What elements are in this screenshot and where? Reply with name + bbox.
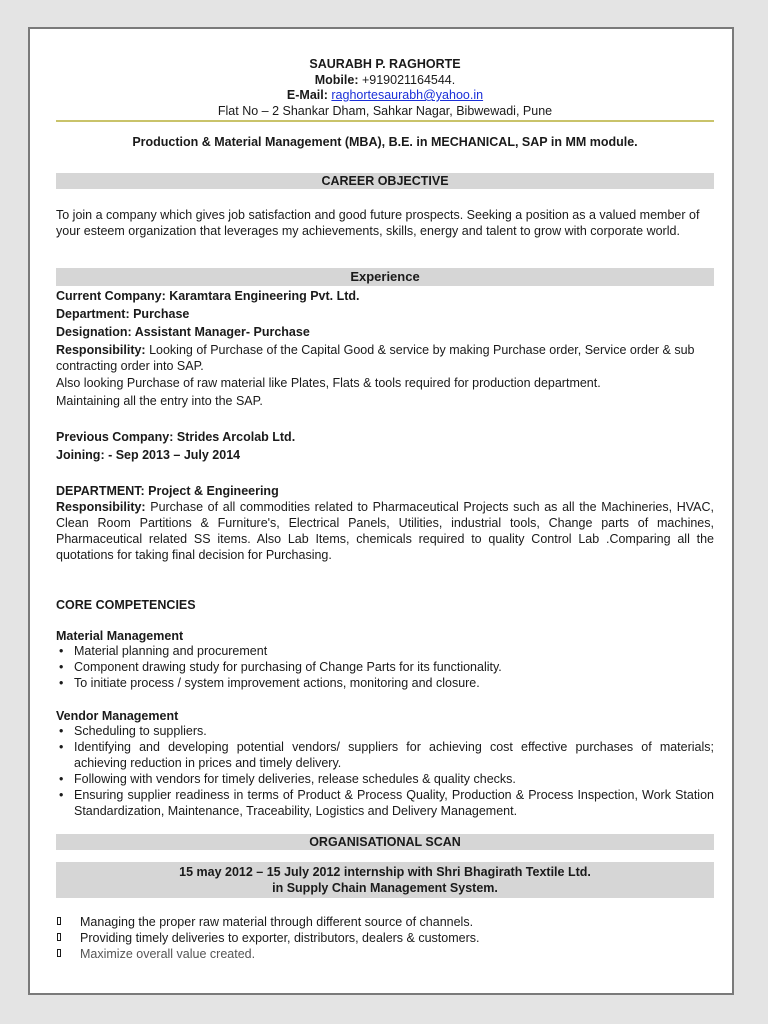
list-item: Providing timely deliveries to exporter, distributors, dealers & customers. [56,930,714,946]
previous-responsibility-label: Responsibility: [56,500,146,514]
core-competencies-heading: CORE COMPETENCIES [56,598,196,612]
list-item: Managing the proper raw material through different source of channels. [56,914,714,930]
vendor-management-heading: Vendor Management [56,709,179,723]
experience-heading: Experience [56,268,714,286]
career-objective-text: To join a company which gives job satisfaction and good future prospects. Seeking a position as a valued member of your esteem organization that leverages my achievements, skills, energy and talent to grow with corporate world. [56,208,700,238]
list-item: • Ensuring supplier readiness in terms of Product & Process Quality, Production & Process Inspection, Work Station Standardization, Maintenance, Traceability, Logistics and Delivery Management. [59,788,714,818]
responsibility-label: Responsibility: [56,343,146,357]
list-item: • Material planning and procurement [59,644,268,658]
internship-line-1: 15 may 2012 – 15 July 2012 internship with Shri Bhagirath Textile Ltd. [179,865,591,879]
list-item: • Following with vendors for timely deliveries, release schedules & quality checks. [59,772,516,786]
career-objective-heading: CAREER OBJECTIVE [56,173,714,189]
list-item: • Component drawing study for purchasing of Change Parts for its functionality. [59,660,502,674]
resume-page [28,27,734,995]
list-item: Maximize overall value created. [56,946,714,962]
current-department: Department: Purchase [56,307,190,321]
previous-department: DEPARTMENT: Project & Engineering [56,484,279,498]
square-bullet-icon [57,949,61,957]
email-line [56,88,714,104]
also-looking-line: Also looking Purchase of raw material like Plates, Flats & tools required for production department. [56,376,601,390]
mobile-line [56,73,714,89]
list-item: • Scheduling to suppliers. [59,724,207,738]
internship-box [56,862,714,898]
candidate-name: SAURABH P. RAGHORTE [309,57,461,71]
list-item: • To initiate process / system improvement actions, monitoring and closure. [59,676,480,690]
previous-responsibility [56,499,714,563]
material-management-list [56,643,714,691]
previous-company: Previous Company: Strides Arcolab Ltd. [56,430,296,444]
square-bullet-icon [57,917,61,925]
address: Flat No – 2 Shankar Dham, Sahkar Nagar, Bibwewadi, Pune [217,104,553,118]
current-responsibility [56,342,714,374]
square-bullet-icon [57,933,61,941]
responsibility-text: Looking of Purchase of the Capital Good & service by making Purchase order, Service order & sub contracting order into SAP. [56,343,695,373]
organisational-scan-list [56,914,714,962]
current-company: Current Company: Karamtara Engineering Pvt. Ltd. [56,289,360,303]
material-management-heading: Material Management [56,629,184,643]
internship-line-2: in Supply Chain Management System. [272,881,498,895]
header-divider [56,120,714,122]
email-label: E-Mail: [286,88,328,102]
previous-responsibility-text: Purchase of all commodities related to Pharmaceutical Projects such as all the Machineries, HVAC, Clean Room Partitions & Furniture's, Electrical Panels, Utilities, industrial tools, Change parts of machines, Pharmaceutical related SS items. Also Lab Items, chemicals required to quality Control Lab .Comparing all the quotations for taking final decision for Purchasing. [56,500,714,562]
vendor-management-list [56,723,714,819]
mobile-number: +919021164544. [361,73,456,87]
joining-dates: Joining: - Sep 2013 – July 2014 [56,448,241,462]
email-link[interactable]: raghortesaurabh@yahoo.in [331,88,484,102]
list-item: • Identifying and developing potential vendors/ suppliers for achieving cost effective purchases of materials; achieving reduction in prices and timely delivery. [59,740,714,770]
organisational-scan-heading: ORGANISATIONAL SCAN [56,834,714,850]
summary-line: Production & Material Management (MBA), B.E. in MECHANICAL, SAP in MM module. [132,135,638,149]
current-designation: Designation: Assistant Manager- Purchase [56,325,310,339]
mobile-label: Mobile: [314,73,359,87]
maintaining-line: Maintaining all the entry into the SAP. [56,394,263,408]
